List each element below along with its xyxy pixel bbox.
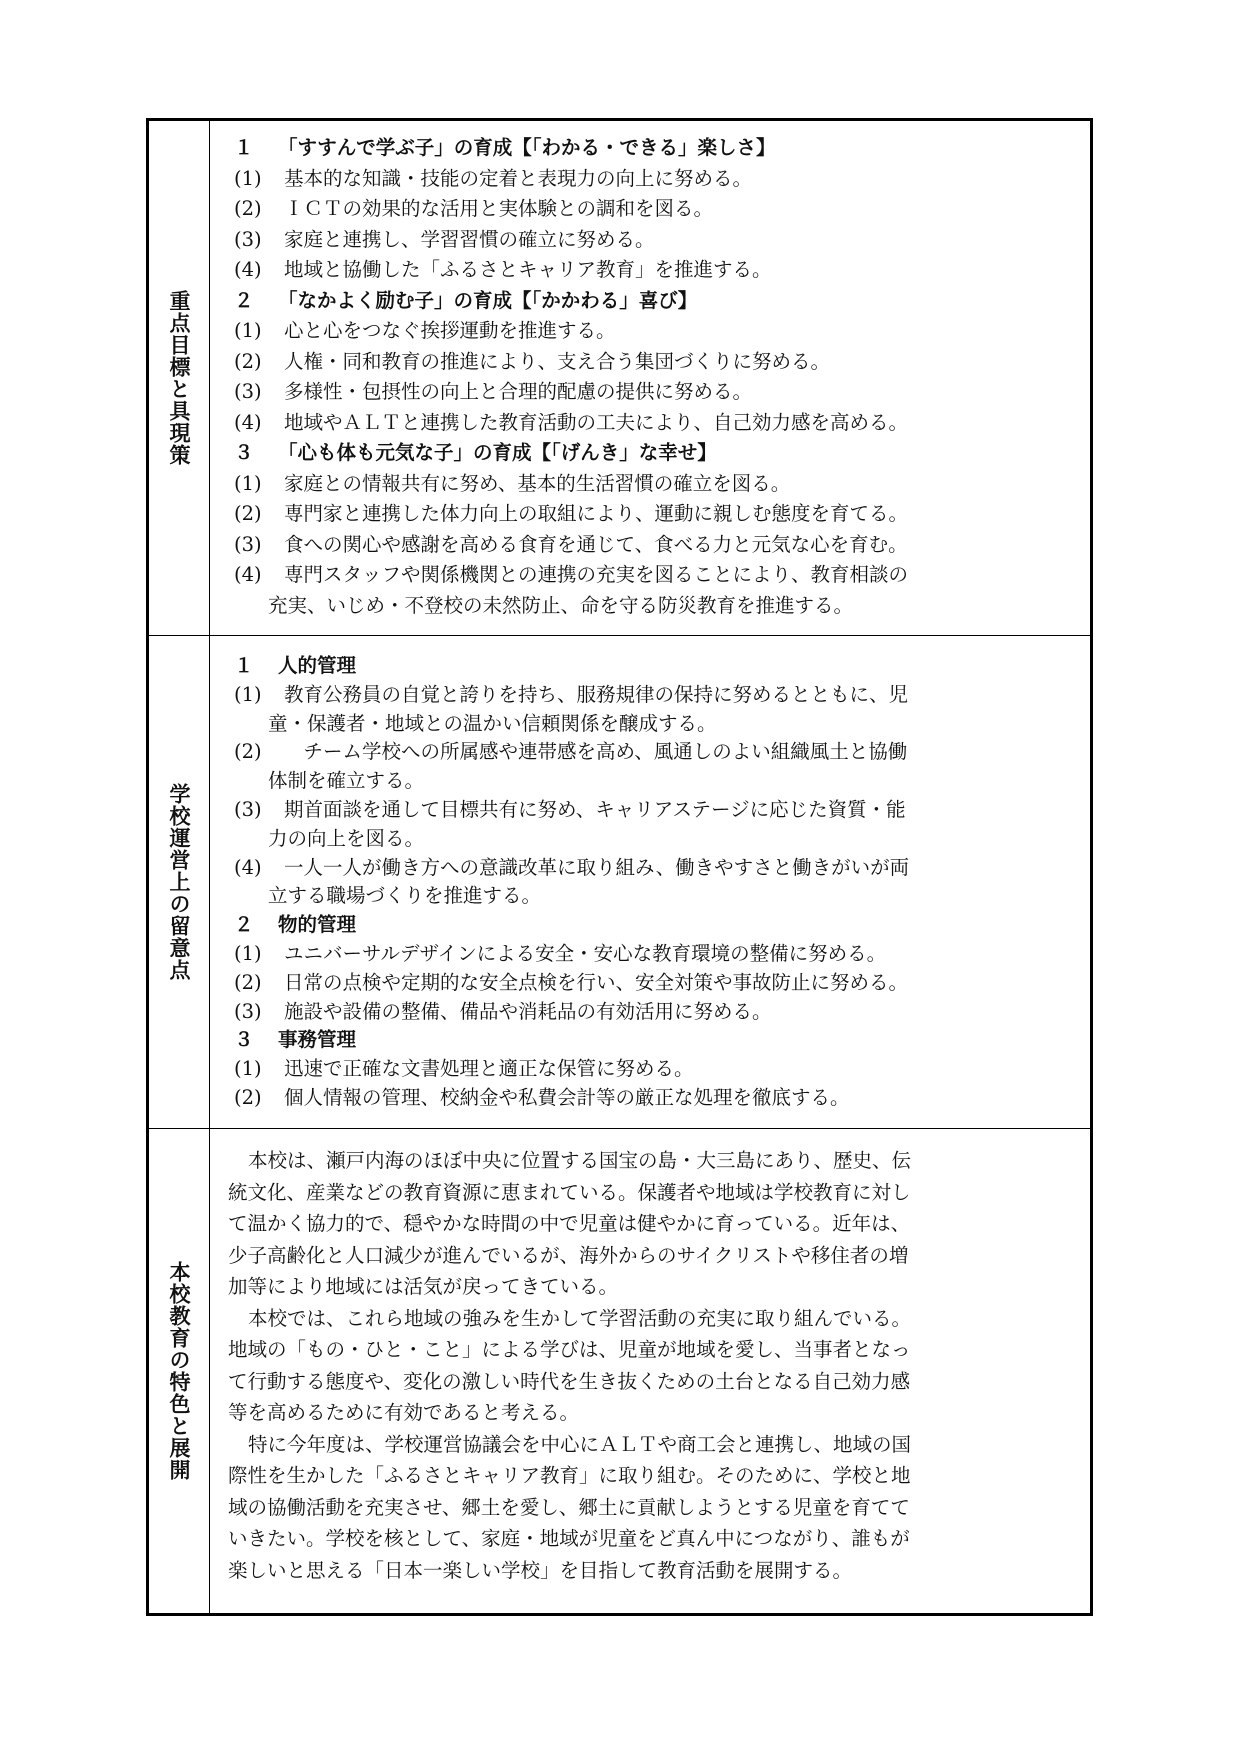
list-item: (2) 個人情報の管理、校納金や私費会計等の厳正な処理を徹底する。 [234,1085,850,1109]
list-item: (4) 地域と協働した「ふるさとキャリア教育」を推進する。 [234,258,772,281]
paragraph-line: 等を高めるために有効であると考える。 [228,1401,580,1424]
paragraph-line: 域の協働活動を充実させ、郷土を愛し、郷土に貢献しようとする児童を育てて [228,1495,910,1519]
section-features [149,1128,1090,1613]
list-item: (4) 専門スタッフや関係機関との連携の充実を図ることにより、教育相談の 充実、いじめ・不登校の未然防止、命を守る防災教育を推進する。 [234,563,909,617]
paragraph-line: 楽しいと思える「日本一楽しい学校」を目指して教育活動を展開する。 [228,1558,853,1582]
list-item: (1) 家庭との情報共有に努め、基本的生活習慣の確立を図る。 [234,471,791,495]
list-item: (1) ユニバーサルデザインによる安全・安心な教育環境の整備に努める。 [234,941,887,965]
list-item: (2) 専門家と連携した体力向上の取組により、運動に親しむ態度を育てる。 [234,502,909,525]
list-item: (2) 人権・同和教育の推進により、支え合う集団づくりに努める。 [234,349,831,373]
group-heading: ２ 「なかよく励む子」の育成【「かかわる」喜び】 [234,288,698,312]
paragraph-line: て行動する態度や、変化の激しい時代を生き抜くための土台となる自己効力感 [228,1369,911,1393]
paragraph-line: 際性を生かした「ふるさとキャリア教育」に取り組む。そのために、学校と地 [228,1464,911,1487]
section-heading-cell [149,636,210,1128]
paragraph-line: 少子高齢化と人口減少が進んでいるが、海外からのサイクリストや移住者の増 [228,1243,909,1267]
list-item: (3) 家庭と連携し、学習習慣の確立に努める。 [234,227,655,251]
paragraph-line: て温かく協力的で、穏やかな時間の中で児童は健やかに育っている。近年は、 [228,1212,911,1235]
section-heading: 本校教育の特色と展開 [167,1261,191,1481]
group-heading: １ 人的管理 [234,654,357,677]
list-item: (3) 食への関心や感謝を高める食育を通じて、食べる力と元気な心を育む。 [234,532,908,556]
list-item: (3) 多様性・包摂性の向上と合理的配慮の提供に努める。 [234,380,753,403]
group-heading: ３ 事務管理 [234,1028,357,1052]
list-item: (2) 日常の点検や定期的な安全点検を行い、安全対策や事故防止に努める。 [234,970,909,994]
paragraph-line: いきたい。学校を核として、家庭・地域が児童をど真ん中につながり、誰もが [228,1527,910,1550]
plan-table [146,118,1093,1616]
list-item: (1) 心と心をつなぐ挨拶運動を推進する。 [234,319,616,342]
paragraph-line: 地域の「もの・ひと・こと」による学びは、児童が地域を愛し、当事者となっ [228,1338,911,1361]
section-goals [149,121,1090,635]
section-body [210,636,1090,1128]
group-heading: １ 「すすんで学ぶ子」の育成【「わかる・できる」楽しさ】 [234,136,776,159]
paragraph-line: 本校は、瀬戸内海のほぼ中央に位置する国宝の島・大三島にあり、歴史、伝 [248,1149,912,1172]
section-heading: 学校運営上の留意点 [167,783,191,981]
paragraph-line: 特に今年度は、学校運営協議会を中心にＡＬＴや商工会と連携し、地域の国 [248,1432,912,1456]
paragraph-line: 統文化、産業などの教育資源に恵まれている。保護者や地域は学校教育に対し [228,1180,911,1204]
group-heading: ２ 物的管理 [234,913,357,937]
paragraph-line: 加等により地域には活気が戻ってきている。 [228,1275,619,1298]
group-heading: ３ 「心も体も元気な子」の育成【「げんき」な幸せ】 [234,441,717,464]
section-body [210,1129,1090,1613]
list-item: (2) チーム学校への所属感や連帯感を高め、風通しのよい組織風土と協働 体制を確立する。 [234,740,908,793]
list-item: (1) 教育公務員の自覚と誇りを持ち、服務規律の保持に努めるとともに、児 童・保護者・地域との温かい信頼関係を醸成する。 [234,682,909,735]
list-item: (2) ＩＣＴの効果的な活用と実体験との調和を図る。 [234,197,714,220]
section-management [149,635,1090,1128]
section-heading: 重点目標と具現策 [167,290,191,466]
list-item: (3) 施設や設備の整備、備品や消耗品の有効活用に努める。 [234,999,772,1023]
list-item: (1) 迅速で正確な文書処理と適正な保管に努める。 [234,1057,694,1081]
section-heading-cell [149,121,210,635]
list-item: (4) 地域やＡＬＴと連携した教育活動の工夫により、自己効力感を高める。 [234,410,909,434]
list-item: (4) 一人一人が働き方への意識改革に取り組み、働きやすさと働きがいが両 立する職場づくりを推進する。 [234,855,910,908]
section-body [210,121,1090,635]
section-heading-cell [149,1129,210,1613]
list-item: (3) 期首面談を通して目標共有に努め、キャリアステージに応じた資質・能 力の向上を図る。 [234,797,906,850]
paragraph-line: 本校では、これら地域の強みを生かして学習活動の充実に取り組んでいる。 [248,1306,912,1330]
list-item: (1) 基本的な知識・技能の定着と表現力の向上に努める。 [234,166,753,190]
